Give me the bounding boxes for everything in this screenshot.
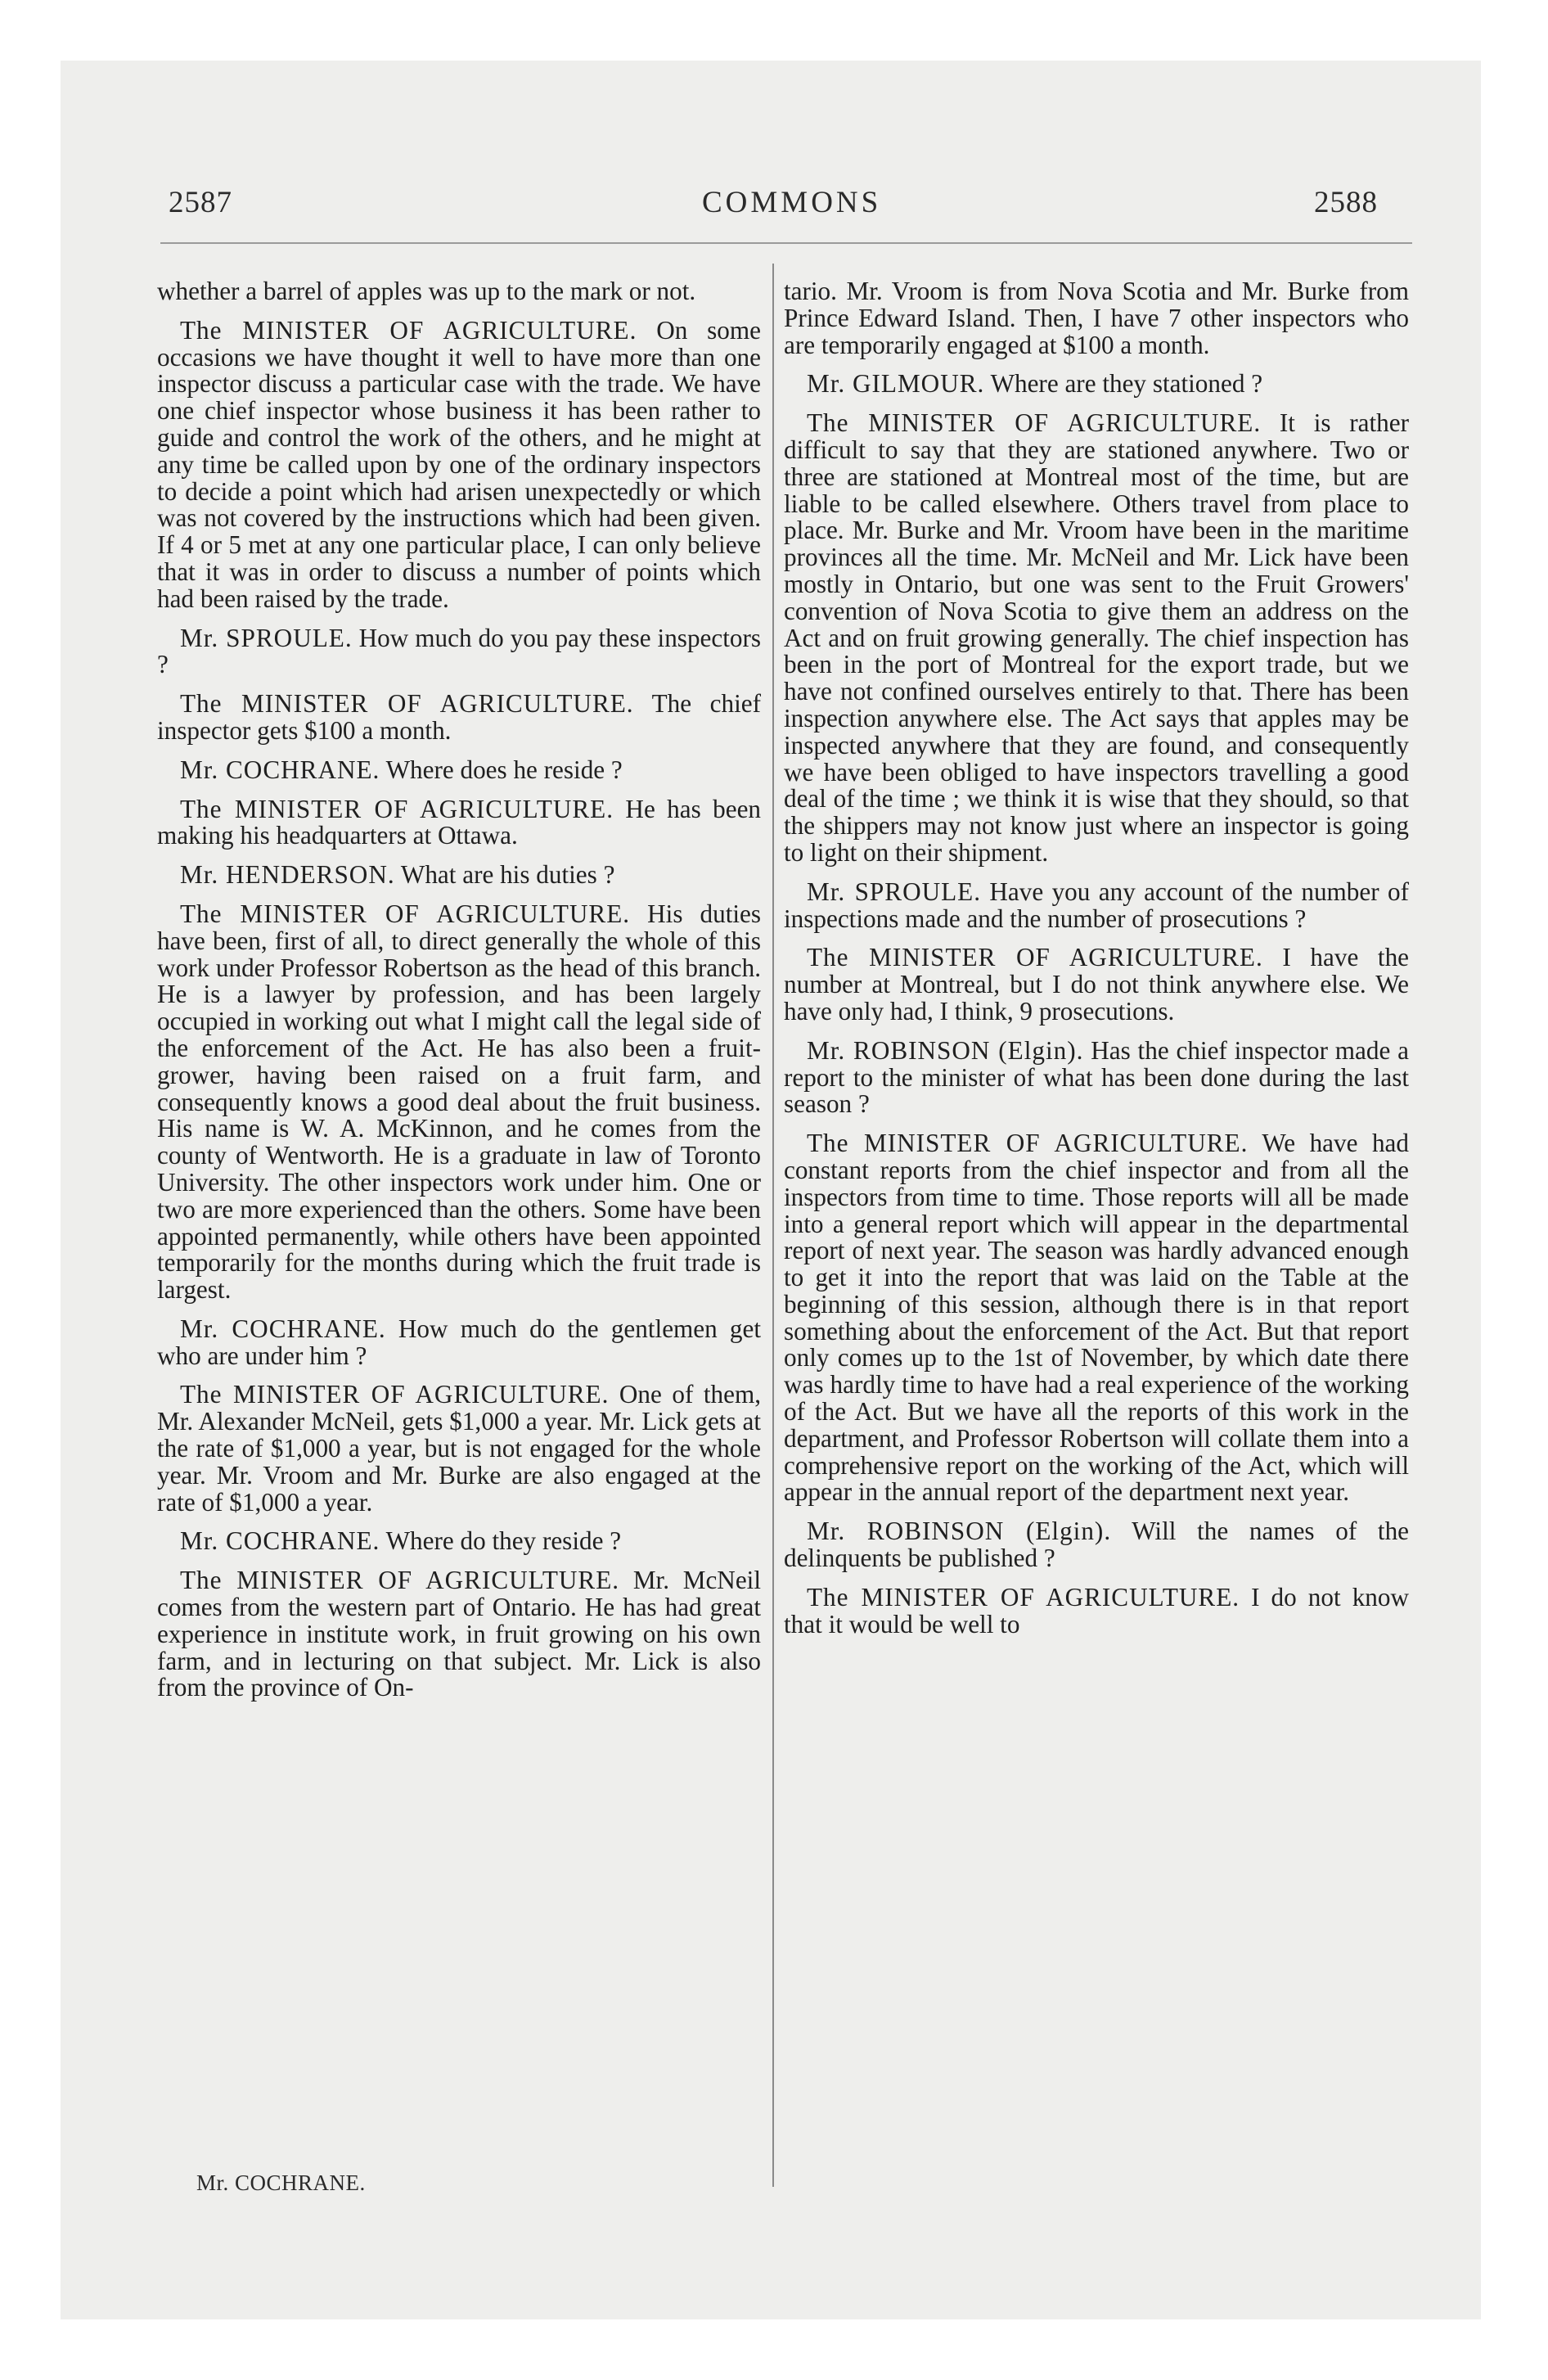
speech-text: I do not know that it would be well to bbox=[784, 1582, 1410, 1639]
speaker-name: Mr. HENDERSON. bbox=[180, 860, 395, 890]
speaker-name: Mr. COCHRANE. bbox=[180, 755, 380, 784]
speaker-name: The MINISTER OF AGRICULTURE. bbox=[807, 1129, 1249, 1158]
paragraph bbox=[157, 278, 761, 305]
speech-text: On some occasions we have thought it well to have more than one inspector discuss a particular case with the trade. We have one chief inspector whose business it has been rather to guide and control the work of the others, and he might at any time be called upon by one of the ordinary inspectors to decide a point which had arisen unexpectedly or which was not covered by the instructions which had been given. If 4 or 5 met at any one particular place, I can only believe that it was in order to discuss a number of points which had been raised by the trade. bbox=[157, 315, 762, 613]
paragraph bbox=[784, 1584, 1409, 1639]
speech-text: Where are they stationed ? bbox=[990, 369, 1263, 399]
right-column bbox=[784, 278, 1409, 1650]
paragraph bbox=[157, 625, 761, 679]
speech-text: Will the names of the delinquents be published ? bbox=[784, 1517, 1410, 1573]
left-page-number: 2587 bbox=[169, 186, 232, 219]
speaker-name: The MINISTER OF AGRICULTURE. bbox=[180, 899, 631, 928]
speech-text: whether a barrel of apples was up to the mark or not. bbox=[157, 277, 696, 305]
speech-text: One of them, Mr. Alexander McNeil, gets $1,000 a year. Mr. Lick gets at the rate of $1,000 a year, but is not engaged for the whole year. Mr. Vroom and Mr. Burke are also engaged at the rate of $1,000 a year. bbox=[157, 1380, 762, 1517]
speaker-name: The MINISTER OF AGRICULTURE. bbox=[180, 315, 637, 345]
speaker-name: Mr. ROBINSON (Elgin). bbox=[807, 1517, 1112, 1546]
paragraph bbox=[157, 1316, 761, 1370]
paragraph bbox=[157, 1567, 761, 1702]
speaker-name: The MINISTER OF AGRICULTURE. bbox=[180, 794, 614, 823]
paragraph bbox=[784, 1518, 1409, 1572]
speech-text: His duties have been, first of all, to direct generally the whole of this work under Professor Robertson as the head of this branch. He is a lawyer by profession, and has been largely occupied in working out what I might call the legal side of the enforcement of the Act. He has also been a fruit-grower, having been raised on a fruit farm, and consequently knows a good deal about the fruit business. His name is W. A. McKinnon, and he comes from the county of Wentworth. He is a graduate in law of Toronto University. The other inspectors work under him. One or two are more experienced than the others. Some have been appointed permanently, while others have been appointed temporarily for the months during which the fruit trade is largest. bbox=[157, 899, 762, 1305]
speech-text: How much do the gentlemen get who are under him ? bbox=[157, 1314, 762, 1370]
speech-text: The chief inspector gets $100 a month. bbox=[157, 689, 761, 745]
speaker-name: The MINISTER OF AGRICULTURE. bbox=[807, 1582, 1240, 1611]
speaker-name: Mr. GILMOUR. bbox=[807, 369, 985, 399]
running-title: COMMONS bbox=[702, 186, 882, 219]
left-column bbox=[157, 278, 761, 1714]
speech-text: It is rather difficult to say that they are stationed anywhere. Two or three are stationed at Montreal most of the time, but are liable to be called elsewhere. Others travel from place to place. Mr. Burke and Mr. Vroom have been in the maritime provinces all the time. Mr. McNeil and Mr. Lick have been mostly in Ontario, but one was sent to the Fruit Growers' convention of Nova Scotia to give them an address on the Act and on fruit growing generally. The chief inspection has been in the port of Montreal for the export trade, but we have not confined ourselves entirely to that. There has been inspection anywhere else. The Act says that apples may be inspected anywhere that they are found, and consequently we have been obliged to have inspectors travelling a good deal of the time ; we think it is wise that they should, so that the shippers may not know just where an inspector is going to light on their shipment. bbox=[784, 408, 1410, 867]
speech-text: Mr. McNeil comes from the western part of Ontario. He has had great experience in institute work, in fruit growing on his own farm, and in lecturing on that subject. Mr. Lick is also from the province of On- bbox=[157, 1566, 762, 1702]
paragraph bbox=[157, 315, 762, 613]
paragraph bbox=[784, 879, 1409, 933]
speech-text: Where does he reside ? bbox=[385, 755, 623, 784]
column-divider bbox=[772, 264, 774, 2187]
paragraph bbox=[784, 1035, 1409, 1119]
speaker-name: Mr. SPROULE. bbox=[807, 877, 982, 906]
speaker-name: Mr. ROBINSON (Elgin). bbox=[807, 1035, 1084, 1065]
paragraph bbox=[784, 944, 1409, 1025]
speaker-name: The MINISTER OF AGRICULTURE. bbox=[180, 689, 634, 719]
paragraph bbox=[157, 1382, 761, 1516]
paragraph bbox=[157, 901, 761, 1304]
speech-text: What are his duties ? bbox=[400, 860, 615, 890]
right-page-number: 2588 bbox=[1314, 186, 1378, 219]
header-rule bbox=[160, 242, 1412, 244]
paragraph bbox=[157, 757, 761, 784]
paragraph bbox=[784, 1130, 1409, 1506]
speaker-name: The MINISTER OF AGRICULTURE. bbox=[180, 1380, 610, 1409]
paragraph bbox=[784, 278, 1409, 358]
speech-text: We have had constant reports from the chief inspector and from all the inspectors from time to time. Those reports will all be made into a general report which will appear in the departmental report of next year. The season was hardly advanced enough to get it into the report that was laid on the Table at the beginning of this session, although there is in that report something about the enforcement of the Act. But that report only comes up to the 1st of November, by which date there was hardly time to have had a real experience of the working of the Act. But we have all the reports of this work in the department, and Professor Robertson will collate them into a comprehensive report on the working of the Act, which will appear in the annual report of the department next year. bbox=[784, 1129, 1409, 1507]
speech-text: tario. Mr. Vroom is from Nova Scotia and Mr. Burke from Prince Edward Island. Then, I have 7 other inspectors who are temporarily engaged at $100 a month. bbox=[784, 277, 1409, 359]
paragraph bbox=[784, 371, 1409, 398]
speech-text: Have you any account of the number of inspections made and the number of prosecutions ? bbox=[784, 877, 1409, 933]
paragraph bbox=[157, 796, 761, 850]
speech-text: How much do you pay these inspectors ? bbox=[157, 623, 762, 679]
paragraph bbox=[157, 862, 761, 889]
speaker-name: Mr. COCHRANE. bbox=[180, 1526, 380, 1556]
speaker-name: The MINISTER OF AGRICULTURE. bbox=[807, 408, 1262, 438]
catchword: Mr. COCHRANE. bbox=[196, 2170, 366, 2195]
speaker-name: Mr. SPROULE. bbox=[180, 623, 353, 652]
speech-text: I have the number at Montreal, but I do not think anywhere else. We have only had, I think, 9 prosecutions. bbox=[784, 943, 1410, 1025]
paragraph bbox=[157, 691, 761, 745]
speech-text: Where do they reside ? bbox=[385, 1526, 622, 1556]
speech-text: He has been making his headquarters at Ottawa. bbox=[157, 794, 762, 850]
speaker-name: The MINISTER OF AGRICULTURE. bbox=[807, 943, 1263, 972]
speech-text: Has the chief inspector made a report to the minister of what has been done during the last season ? bbox=[784, 1035, 1409, 1119]
paragraph bbox=[784, 410, 1409, 867]
speaker-name: Mr. COCHRANE. bbox=[180, 1314, 386, 1343]
paragraph bbox=[157, 1528, 761, 1555]
speaker-name: The MINISTER OF AGRICULTURE. bbox=[180, 1566, 620, 1595]
page-header bbox=[0, 0, 1548, 246]
